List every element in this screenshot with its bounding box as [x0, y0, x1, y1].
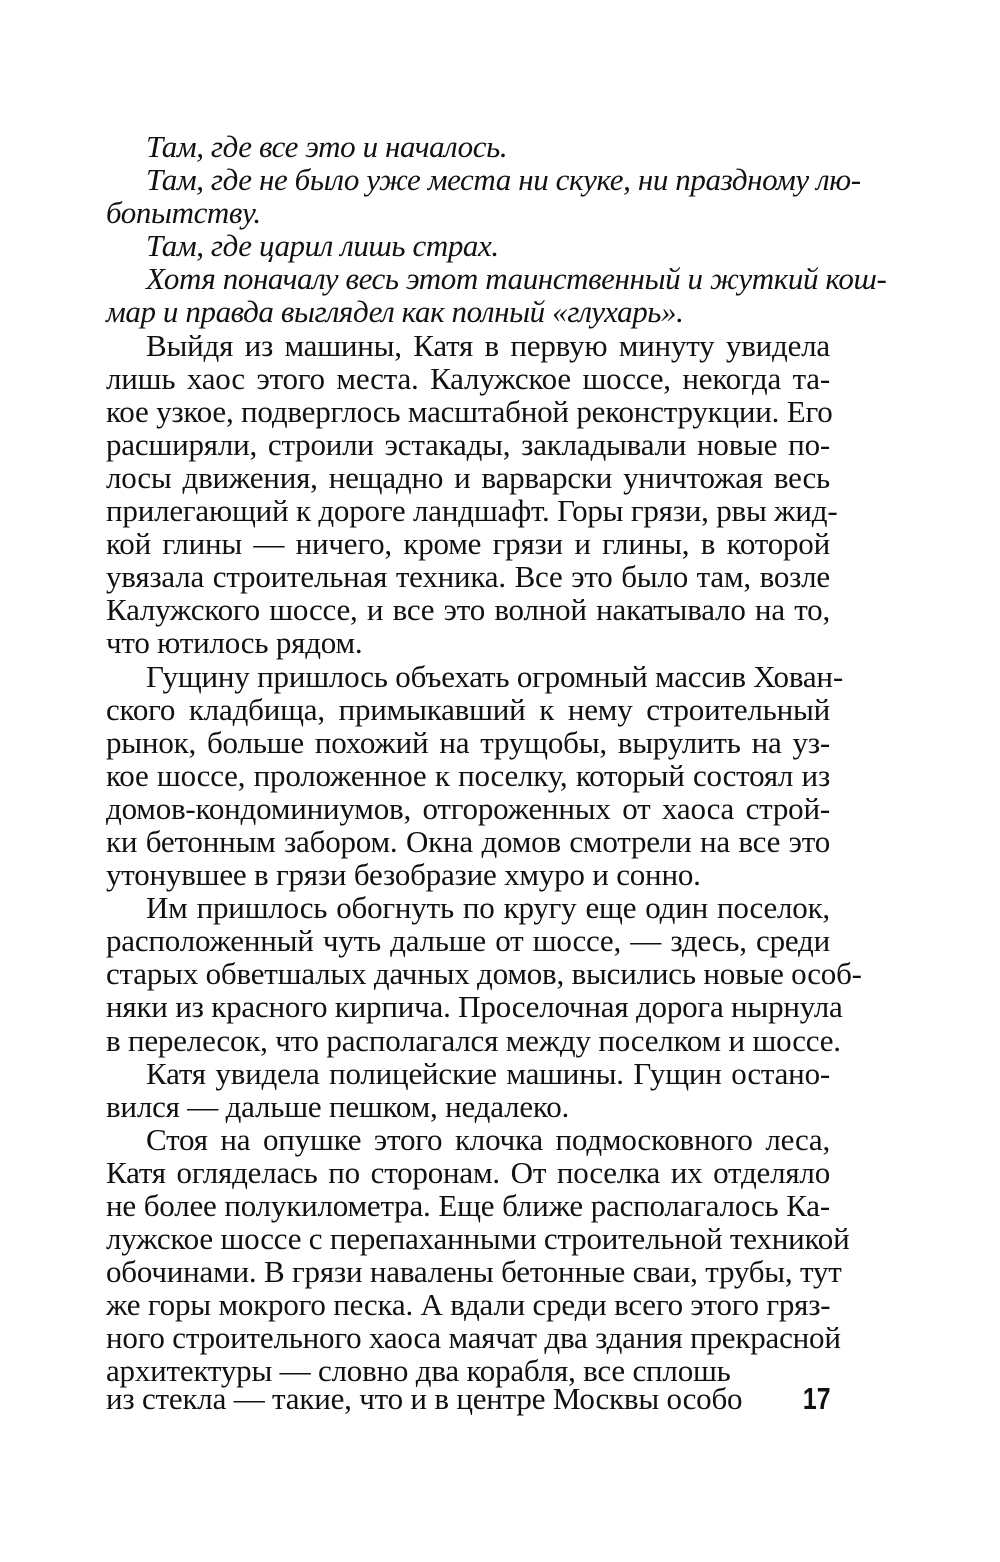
text-line: Калужского шоссе, и все это волной накатывало на то, [106, 592, 830, 628]
text-line: Там, где все это и началось. [146, 129, 508, 164]
text-line: прилегающий к дороге ландшафт. Горы грязи, рвы жид- [106, 493, 838, 529]
page-number: 17 [802, 1381, 830, 1416]
text-line: домов-кондоминиумов, отгороженных от хаоса строй- [106, 790, 830, 826]
paragraph [106, 890, 862, 1058]
text-line: Там, где царил лишь страх. [146, 228, 499, 264]
text-line: утонувшее в грязи безобразие хмуро и сонно. [106, 857, 701, 893]
text-line: из стекла — такие, что и в центре Москвы особо [106, 1381, 743, 1416]
text-line: Там, где не было уже места ни скуке, ни праздному лю- [146, 162, 861, 198]
last-line-row [106, 1382, 830, 1416]
text-line: же горы мокрого песка. А вдали среди всего этого гряз- [106, 1287, 831, 1323]
paragraph [106, 261, 887, 330]
text-line: ного строительного хаоса маячат два здания прекрасной [106, 1320, 841, 1356]
text-line: расположенный чуть дальше от шоссе, — здесь, среди [106, 923, 830, 959]
paragraph [106, 327, 838, 661]
text-line: не более полукилометра. Еще ближе располагалось Ка- [106, 1188, 830, 1223]
text-line: Выйдя из машины, Катя в первую минуту увидела [146, 327, 830, 363]
text-line: Стоя на опушке этого клочка подмосковного леса, [146, 1121, 830, 1157]
text-line: ского кладбища, примыкавший к нему строительный [106, 691, 830, 727]
text-line: лужское шоссе с перепаханными строительной техникой [106, 1221, 850, 1257]
text-line: Катя огляделась по сторонам. От поселка их отделяло [106, 1154, 830, 1190]
text-line: Им пришлось обогнуть по кругу еще один поселок, [146, 890, 830, 926]
text-line: архитектуры — словно два корабля, все сплошь [106, 1353, 731, 1389]
paragraph [106, 229, 830, 262]
text-line: лосы движения, нещадно и варварски уничтожая весь [106, 459, 830, 495]
text-line: кое шоссе, проложенное к поселку, который состоял из [106, 757, 830, 793]
paragraph [106, 130, 830, 163]
text-line: вился — дальше пешком, недалеко. [106, 1088, 570, 1124]
text-line: ки бетонным забором. Окна домов смотрели на все это [106, 823, 830, 859]
paragraph [106, 162, 861, 231]
page-text [106, 129, 887, 1389]
text-line: расширяли, строили эстакады, закладывали новые по- [106, 426, 830, 462]
text-line: Гущину пришлось объехать огромный массив Хован- [146, 658, 843, 694]
text-line: кое узкое, подверглось масштабной реконструкции. Его [106, 393, 833, 429]
text-line: мар и правда выглядел как полный «глухарь». [106, 294, 684, 330]
text-line: Хотя поначалу весь этот таинственный и жуткий кош- [146, 261, 887, 297]
text-line: кой глины — ничего, кроме грязи и глины, в которой [106, 526, 830, 562]
text-line: старых обветшалых дачных домов, высились новые особ- [106, 956, 862, 992]
text-line: что ютилось рядом. [106, 625, 363, 661]
paragraph [106, 658, 843, 893]
text-line: бопытству. [106, 195, 261, 231]
paragraph [106, 1057, 830, 1123]
paragraph [106, 1121, 850, 1389]
text-line: увязала строительная техника. Все это было там, возле [106, 559, 830, 595]
text-line: обочинами. В грязи навалены бетонные сваи, трубы, тут [106, 1254, 842, 1290]
text-line: Катя увидела полицейские машины. Гущин остано- [146, 1055, 830, 1091]
text-line: в перелесок, что располагался между поселком и шоссе. [106, 1022, 841, 1058]
text-line: няки из красного кирпича. Проселочная дорога нырнула [106, 989, 843, 1025]
text-line: рынок, больше похожий на трущобы, вырулить на уз- [106, 724, 830, 760]
text-line: лишь хаос этого места. Калужское шоссе, некогда та- [106, 360, 830, 396]
